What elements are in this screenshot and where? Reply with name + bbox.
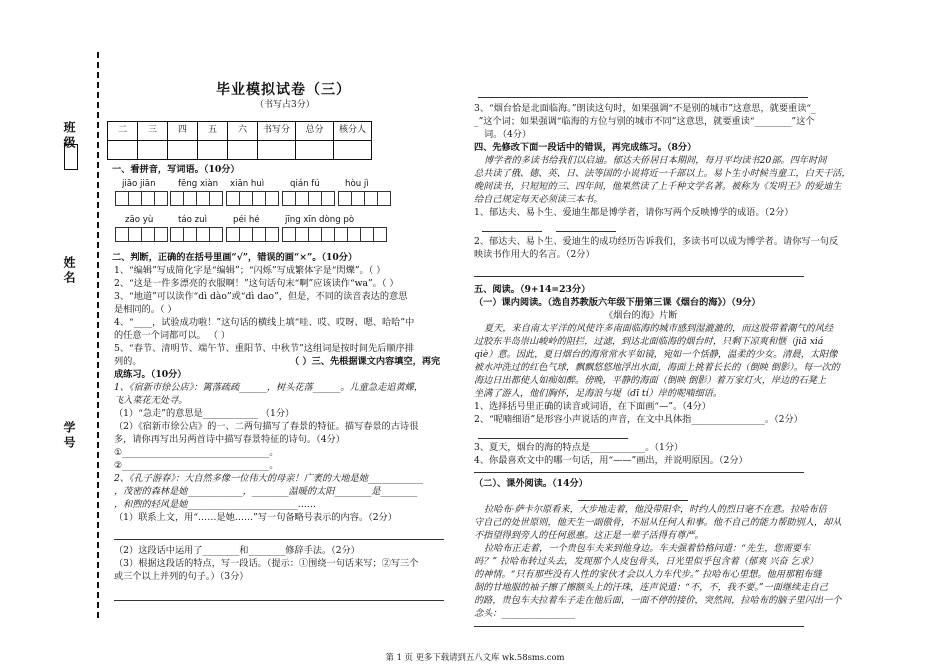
passage-text: 过胶东半岛崇山峻岭的阻拦，过滤，到达北面临海的烟台时，只剩下凉爽和惬（jiā xiá: [474, 336, 824, 347]
answer-line[interactable]: ②________________________________。: [114, 460, 279, 471]
passage-text: 被水冲洗过的红色气球，飘飘悠悠地浮出水面，海面上挑着长长的（倒映 倒影）。每一次的: [474, 362, 840, 373]
question-text: ，茂密的森林是她____________，________温暖的太阳________是________: [114, 486, 418, 497]
question-text: 2、“呢喃细语”是形容小声说话的声音，在文中具体指________________。（2分）: [474, 414, 803, 425]
passage-text: 拉哈布·萨卡尔原看来，大步地走着，他没带阳伞，时约人的烈日毫不在意。拉哈布倍: [484, 504, 827, 515]
question-text: 4、你最喜欢文中的哪一句话，用“——”画出，并说明原因。（2分）: [474, 455, 748, 466]
question-text: 2、“这是一件多漂亮的衣服啊！”这句话句末“啊”应该读作“wa”。（ ）: [114, 278, 399, 289]
exam-subtitle: （书写占3分）: [255, 100, 315, 110]
score-col: 三: [138, 122, 168, 141]
question-text: 是相同的。（ ）: [114, 304, 177, 315]
score-cell[interactable]: [168, 141, 198, 160]
score-cell[interactable]: [198, 141, 228, 160]
question-text: 2、《孔子游春》：大自然多像一位伟大的母亲！广袤的大地是她____________: [114, 473, 424, 484]
passage-text: 制的甘地服的袖子擦了擦额头上的汗珠，连声说道：“不，不，我不要。”一面继续走自己: [474, 582, 828, 593]
passage-text: 总共读了俄、德、英、日、法等国的小说将近一千部以上。易卜生小时候当童工，白天干活，: [474, 168, 851, 179]
question-text: 1、郁达夫、易卜生、爱迪生都是博学者，请你写两个反映博学的成语。（2分）: [474, 207, 794, 218]
score-cell[interactable]: [258, 141, 296, 160]
question-text: 3、“地道”可以读作“dì dào”或“dì dao”，但是，不同的读音表达的意思: [114, 291, 408, 302]
section-5-heading: 五、阅读。（9+14=23分）: [474, 284, 591, 295]
question-text: 词。（4分）: [484, 129, 532, 140]
score-cell[interactable]: [108, 141, 138, 160]
question-text: 多，请你再写出另两首诗中描写春景特征的诗句。（4分）: [114, 434, 345, 445]
passage-text: qiè）意。因此，夏日烟台的海常常水平如镜，宛如一个恬静，温柔的少女。清晨，太阳像: [474, 349, 838, 360]
question-text: （1）联系上文，用“……是她……”写一句备略号表示的内容。（2分）: [114, 512, 397, 523]
passage-text: 拉哈布正走着，一个贵包车夫来到他身边。车夫强着恰格问道：“先生，您需要车: [484, 543, 811, 554]
score-col: 核分人: [334, 122, 372, 141]
score-col: 书写分: [258, 122, 296, 141]
passage-text: 不指望得到旁人的任何恩惠。这正是一辈子活得有尊严。: [474, 530, 704, 541]
question-text: 飞入菜花无处寻。: [114, 395, 188, 406]
score-col: 二: [108, 122, 138, 141]
pinyin: péi hé: [233, 215, 260, 225]
pinyin: zāo yù: [125, 215, 154, 225]
passage-text: 给自己规定每天必须读三本书。: [474, 194, 603, 205]
page-footer: 第 1 页 更多下载请到五八文库 wk.58sms.com: [385, 652, 565, 662]
section-2-heading: 二、判断，正确的在括号里画“√”，错误的画“×”。（10分）: [112, 252, 358, 263]
score-cell[interactable]: [334, 141, 372, 160]
answer-rule[interactable]: [114, 539, 444, 540]
score-table: [107, 121, 372, 160]
question-text: （3）根据这段话的特点，写一段话。（提示：①围绕一句话来写；②写三个: [114, 558, 419, 569]
section-3-heading: （ ）三、先根据课文内容填空，再完: [290, 356, 441, 367]
score-col: 四: [168, 122, 198, 141]
pinyin: táo zuì: [178, 215, 207, 225]
pinyin: xiān huì: [230, 179, 265, 189]
question-text: 列的。: [114, 356, 142, 367]
answer-rule[interactable]: [482, 231, 542, 232]
question-text: ，和煦的轻风是她________________________……: [114, 499, 317, 510]
question-text: （2）这段话中运用了________和________修辞手法。（2分）: [114, 545, 360, 556]
writing-grid[interactable]: [115, 191, 167, 206]
passage-text: 念头：________________: [474, 608, 576, 619]
question-text: 1、《宿新市徐公店》：篱落疏疏______，树头花落______。儿童急走追黄蝶，: [114, 382, 424, 393]
score-cell[interactable]: [228, 141, 258, 160]
question-text: 3、夏天，烟台的海的特点是____________。（1分）: [474, 442, 684, 453]
question-text: _”这个词；如果强调“临海的方位与别的城市不同”这意思，就要重读“________”这个: [474, 116, 815, 127]
question-text: 1、“编辑”写成简化字是“编辑”；“闪烁”写成繁体字是“閃爍”。（ ）: [114, 265, 386, 276]
section-3-heading-cont: 成练习。（10分）: [114, 369, 187, 380]
question-text: 5、“春节、清明节、端午节、重阳节、中秋节”这组词是按时间先后顺序排: [114, 343, 415, 354]
question-text: （1）“急走”的意思是____________ （1分）: [114, 408, 295, 419]
score-col: 总分: [296, 122, 334, 141]
answer-rule[interactable]: [578, 500, 688, 501]
passage-text: 坐满了游人，他们胸怀，足海浪与堤（dī tí）岸的呢喃细语。: [474, 388, 723, 399]
writing-grid[interactable]: [170, 227, 222, 242]
reading-2-heading: （二）、课外阅读。（14分）: [474, 478, 588, 489]
writing-grid[interactable]: [282, 191, 334, 206]
score-col: 六: [228, 122, 258, 141]
question-text: 映读书作用大的名言。（2分）: [474, 249, 595, 260]
answer-rule[interactable]: [474, 626, 804, 627]
pinyin: jīng xīn dòng pò: [285, 215, 355, 225]
reading-1-heading: （一）课内阅读。（选自苏教版六年级下册第三课《烟台的海》）（9分）: [474, 297, 761, 308]
writing-grid[interactable]: [226, 227, 278, 242]
pinyin: hòu jì: [345, 179, 369, 189]
question-text: 4、“____，试验成功啦！”这句话的横线上填“哇、哎、哎呀、嗯、哈哈”中: [114, 317, 415, 328]
class-field[interactable]: [64, 144, 78, 170]
answer-rule[interactable]: [474, 472, 804, 473]
question-text: 2、郁达夫、易卜生、爱迪生的成功经历告诉我们，多读书可以成为博学者。请你写一句反: [474, 236, 839, 247]
score-header-row: [108, 122, 372, 141]
section-1-heading: 一、看拼音，写词语。（10分）: [112, 164, 240, 175]
passage-text: 的神情。“只有那些没有人性的家伙才会以人力车代步。” 拉哈布心里想。他用那粗布缝: [474, 569, 822, 580]
section-4-heading: 四、先修改下面一段话中的错误，再完成练习。（8分）: [474, 142, 697, 153]
score-col: 五: [198, 122, 228, 141]
passage-text: 的路，贵包车夫拉着车子走在他后面，一面不停的接价，突然间，拉哈布的脑子里闪出一个: [474, 595, 842, 606]
question-text: 的任意一个词都可以。 （ ）: [114, 330, 231, 341]
answer-rule[interactable]: [474, 276, 804, 277]
question-text: （2）《宿新市徐公店》的一、二两句描写了春景的特征。描写春景的古诗很: [114, 421, 419, 432]
exam-title: 毕业模拟试卷（三）: [216, 82, 351, 98]
question-text: 或三个以上并列的句子。）（3分）: [114, 571, 249, 582]
passage-text: 博学者的多读书给我们以启迪。郁达夫侨居日本期间，每月平均读书20部。四年时间: [484, 155, 827, 166]
score-cell[interactable]: [138, 141, 168, 160]
pinyin: fēng xiàn: [178, 179, 219, 189]
answer-rule[interactable]: [556, 231, 616, 232]
passage-text: 晚间读书，只短短的三、四年间，他果然读了上千种文学名著。被称为《发明王》的爱迪生: [474, 181, 842, 192]
question-text: 1、选择括号里正确的读音或词语，在下面画“—”。（4分）: [474, 401, 711, 412]
passage-title: 《烟台的海》片断: [604, 310, 678, 321]
question-text: 3、“烟台恰是北面临海。”朗读这句时，如果强调“不是别的城市”这意思，就要重读“_: [474, 103, 816, 114]
passage-text: 海边日出都使人如痴如醉。傍晚，平静的海面（倒映 倒影）着万家灯火，岸边的石凳上: [474, 375, 827, 386]
answer-rule[interactable]: [478, 438, 628, 439]
writing-grid[interactable]: [282, 227, 386, 242]
passage-text: 吗？” 拉哈布转过头去，发现那个人皮包骨头，日光里似乎包含着（郁爽 兴奋 乞求）: [474, 556, 819, 567]
writing-grid[interactable]: [115, 227, 167, 242]
answer-rule[interactable]: [478, 97, 808, 98]
writing-grid[interactable]: [170, 191, 222, 206]
student-id-label: 学号: [62, 421, 76, 451]
pinyin: qián fú: [290, 179, 320, 189]
score-cell[interactable]: [296, 141, 334, 160]
writing-grid[interactable]: [226, 191, 278, 206]
name-label: 姓名: [62, 256, 76, 286]
class-label: 班级: [62, 121, 76, 151]
passage-text: 夏天，来自南太平洋的风使许多南面临海的城市感到湿漉漉的，而这股带着潮气的风经: [484, 323, 834, 334]
pinyin: jiāo jiān: [122, 179, 156, 189]
passage-text: 守自己的处世原则，他天生一副傲骨，不屈从任何人和事。他不自己的能力帮助别人，却从: [474, 517, 842, 528]
binding-dashed-line: [97, 52, 99, 618]
writing-grid[interactable]: [338, 191, 390, 206]
answer-line[interactable]: ①________________________________。: [114, 447, 279, 458]
answer-rule[interactable]: [114, 600, 444, 601]
score-value-row: [108, 141, 372, 160]
